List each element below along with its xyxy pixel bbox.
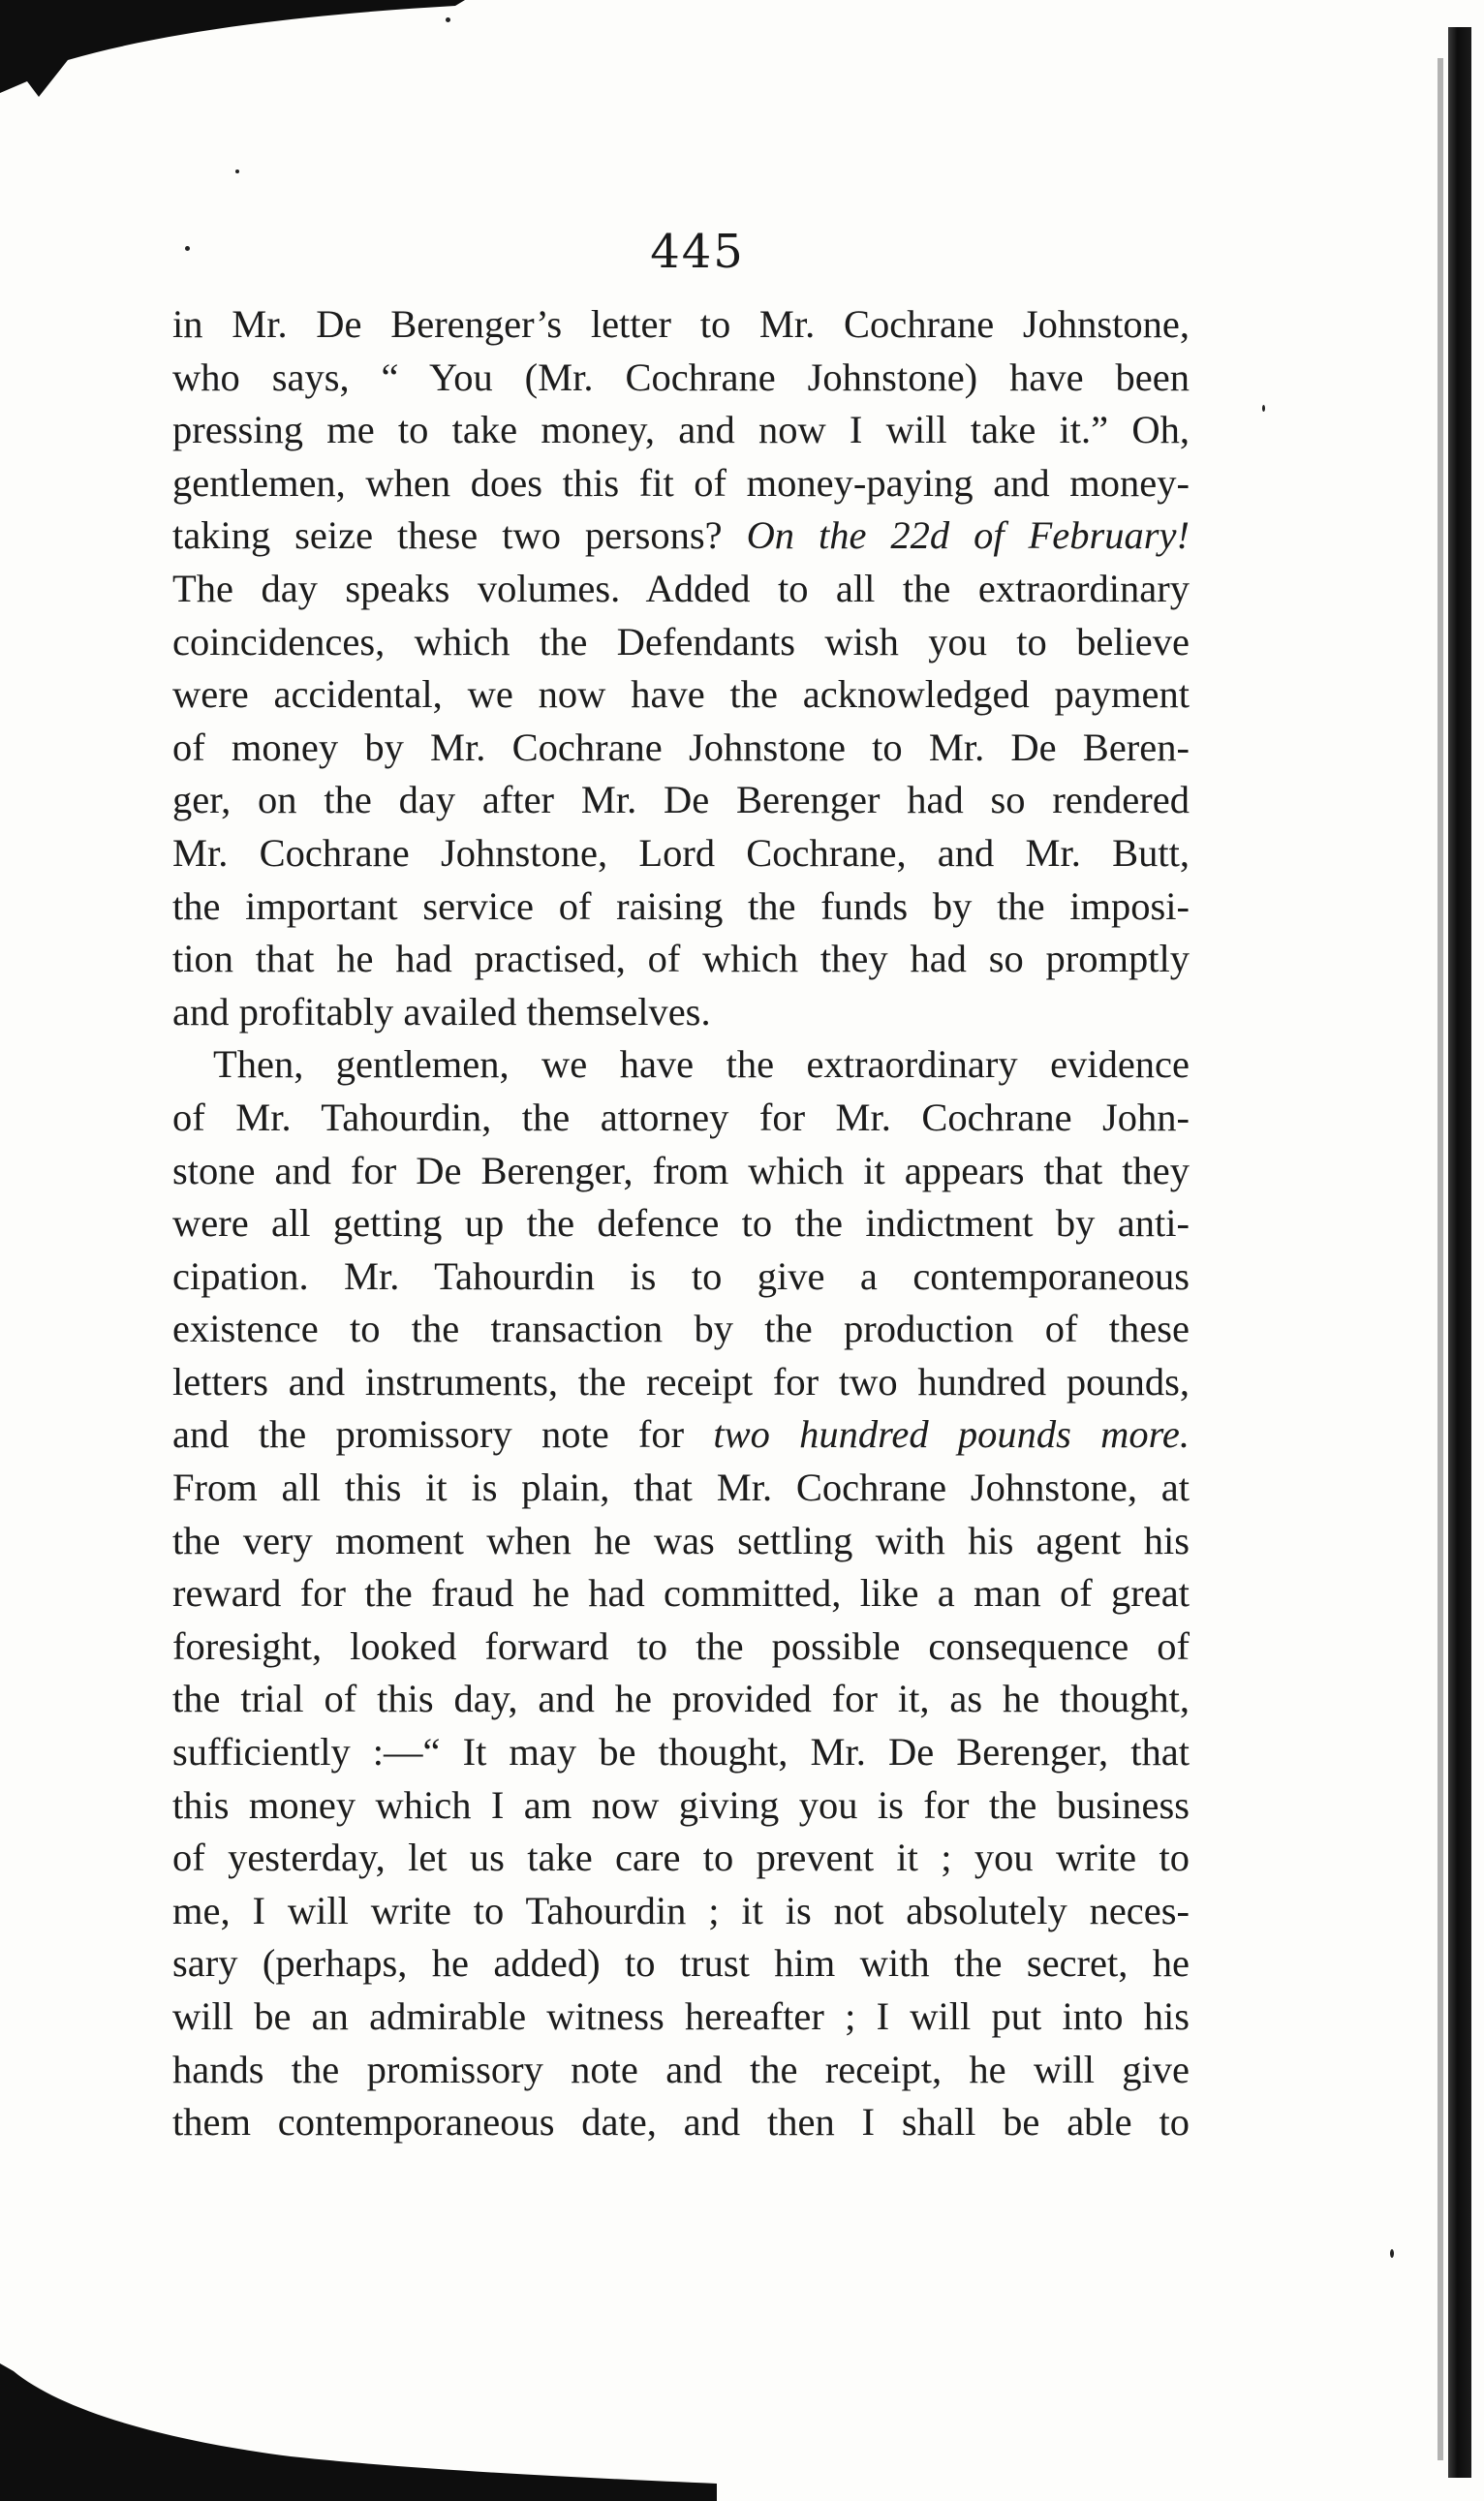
text-line: sufficiently :—“ It may be thought, Mr. De Berenger, that	[172, 1730, 1190, 1775]
binding-shadow	[1438, 58, 1443, 2460]
paragraph-2	[172, 1038, 1190, 2148]
scan-speck	[446, 17, 450, 22]
scan-corner-bottom-left	[0, 2363, 717, 2501]
text-line: gentlemen, when does this fit of money-paying and money-	[172, 460, 1190, 505]
text-line: of money by Mr. Cochrane Johnstone to Mr. De Beren-	[172, 725, 1190, 769]
text-line: reward for the fraud he had committed, like a man of great	[172, 1571, 1190, 1616]
text-line: in Mr. De Berenger’s letter to Mr. Cochrane Johnstone,	[172, 302, 1190, 346]
binding-spine	[1448, 27, 1471, 2478]
text-line: and profitably availed themselves.	[172, 989, 711, 1034]
scan-speck	[1390, 2249, 1394, 2258]
body-text	[172, 298, 1190, 2149]
text-line: Mr. Cochrane Johnstone, Lord Cochrane, and Mr. Butt,	[172, 830, 1190, 875]
italic-date: On the 22d of February!	[746, 513, 1190, 558]
text-line: foresight, looked forward to the possible consequence of	[172, 1623, 1190, 1668]
text-line: of yesterday, let us take care to prevent it ; you write to	[172, 1836, 1190, 1880]
text-line: pressing me to take money, and now I will take it.” Oh,	[172, 408, 1190, 452]
text-line: sary (perhaps, he added) to trust him with the secret, he	[172, 1941, 1190, 1986]
text-line: them contemporaneous date, and then I shall be able to	[172, 2100, 1190, 2145]
text-segment: and the promissory note for	[172, 1412, 685, 1457]
text-line: the important service of raising the funds by the imposi-	[172, 883, 1190, 928]
scan-speck	[1262, 405, 1265, 412]
text-line: who says, “ You (Mr. Cochrane Johnstone) have been	[172, 355, 1190, 399]
text-line: the trial of this day, and he provided for it, as he thought,	[172, 1677, 1190, 1721]
scan-speck	[235, 170, 239, 173]
text-line: ger, on the day after Mr. De Berenger had so rendered	[172, 778, 1190, 822]
text-line: this money which I am now giving you is for the business	[172, 1782, 1190, 1827]
text-line: From all this it is plain, that Mr. Cochrane Johnstone, at	[172, 1466, 1190, 1510]
text-line: will be an admirable witness hereafter ; I will put into his	[172, 1994, 1190, 2038]
text-line: hands the promissory note and the receipt, he will give	[172, 2047, 1190, 2091]
page-number: 445	[650, 225, 745, 279]
text-line: me, I will write to Tahourdin ; it is not absolutely neces-	[172, 1888, 1190, 1932]
scan-corner-top-left	[0, 0, 465, 107]
paragraph-1	[172, 298, 1190, 1038]
text-line: were all getting up the defence to the indictment by anti-	[172, 1201, 1190, 1246]
text-line: The day speaks volumes. Added to all the extraordinary	[172, 566, 1190, 610]
text-line: tion that he had practised, of which they had so promptly	[172, 937, 1190, 981]
text-line-with-italic	[172, 509, 1190, 563]
text-line: existence to the transaction by the production of these	[172, 1307, 1190, 1351]
text-line: coincidences, which the Defendants wish you to believe	[172, 619, 1190, 664]
text-line-with-italic	[172, 1408, 1190, 1462]
text-segment: taking seize these two persons?	[172, 513, 723, 558]
text-line: letters and instruments, the receipt for two hundred pounds,	[172, 1359, 1190, 1404]
text-line: Then, gentlemen, we have the extraordinary evidence	[213, 1042, 1190, 1087]
text-line: the very moment when he was settling with his agent his	[172, 1518, 1190, 1562]
scan-speck	[185, 246, 190, 251]
text-line: were accidental, we now have the acknowledged payment	[172, 672, 1190, 717]
text-line: cipation. Mr. Tahourdin is to give a contemporaneous	[172, 1253, 1190, 1298]
italic-amount: two hundred pounds more.	[713, 1412, 1190, 1457]
text-line: stone and for De Berenger, from which it appears that they	[172, 1148, 1190, 1192]
text-line: of Mr. Tahourdin, the attorney for Mr. Cochrane John-	[172, 1095, 1190, 1139]
